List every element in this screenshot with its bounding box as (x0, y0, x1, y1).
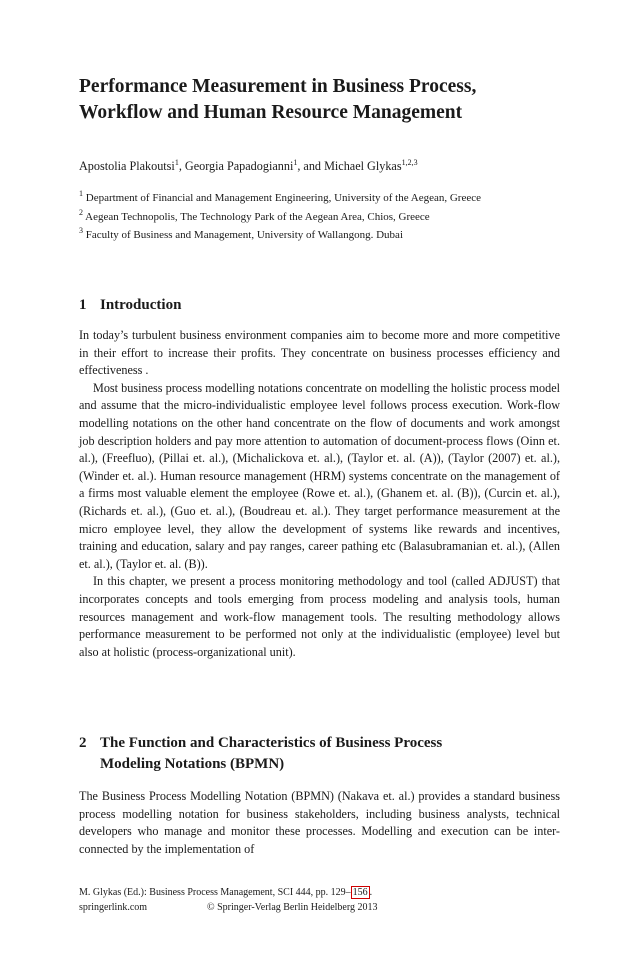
author-name: Apostolia Plakoutsi (79, 159, 175, 173)
section-2-heading (79, 733, 442, 775)
citation-line (79, 885, 378, 900)
author-affiliation-mark: 1 (174, 158, 179, 167)
section-title: The Function and Characteristics of Business Process (100, 735, 443, 751)
affiliation-text: Department of Financial and Management Engineering, University of the Aegean, Greece (83, 192, 481, 204)
page-footer (79, 885, 378, 915)
title-line-1: Performance Measurement in Business Process, (79, 76, 477, 97)
affiliation (79, 226, 403, 241)
affiliation-text: Faculty of Business and Management, University of Wallangong. Dubai (83, 229, 403, 241)
section-number: 2 (79, 735, 87, 751)
affiliation-text: Aegean Technopolis, The Technology Park of the Aegean Area, Chios, Greece (83, 211, 430, 223)
publisher-line (79, 900, 378, 915)
author-name: Michael Glykas (324, 159, 402, 173)
paragraph: The Business Process Modelling Notation (BPMN) (Nakava et. al.) provides a standard business process modelling notation for business stakeholders, including business analysts, technical developers who manage and monitor these processes. Modelling and execution can be inter-connected by the implementation of (79, 789, 560, 856)
affiliation-number: 2 (79, 208, 83, 217)
section-title: Introduction (100, 297, 182, 313)
title-line-2: Workflow and Human Resource Management (79, 102, 463, 123)
copyright-text: © Springer-Verlag Berlin Heidelberg 2013 (207, 902, 378, 913)
author-list (79, 159, 418, 174)
paragraph: In this chapter, we present a process monitoring methodology and tool (called ADJUST) that incorporates concepts and tools emerging from process modeling and analysis tools, human resources management and work-flow management tools. The resulting methodology allows performance measurement to be performed not only at the individualistic (employee) level but also at holistic (process-organizational unit). (79, 574, 560, 659)
citation-text: M. Glykas (Ed.): Business Process Management, SCI 444, pp. 129– (79, 887, 351, 898)
affiliation-number: 1 (79, 189, 83, 198)
paragraph: Most business process modelling notations concentrate on modelling the holistic process model and assume that the micro-individualistic employee level follows process execution. Work-flow modelling notations on the other hand concentrate on the flow of documents and work amongst job description holders and pay more attention to automation of document-process flows (Oinn et. al.), (Freefluo), (Pillai et. al.), (Michalickova et. al.), (Taylor et. al. (A)), (Taylor (2007) et. al.), (Winder et. al.). Human resource management (HRM) systems concentrate on the management of a firms most valuable element the employee (Rowe et. al.), (Ghanem et. al. (B)), (Curcin et. al.), (Richards et. al.), (Guo et. al.), (Boudreau et. al.). They target performance measurement at the micro employee level, they allow the development of systems like rewards and incentives, training and education, salary and pay ranges, career pathing etc (Balasubramanian et. al.), (Allen et. al.), (Taylor et. al. (B)). (79, 380, 560, 571)
site-text: springerlink.com (79, 902, 148, 913)
author-separator: , and (297, 159, 325, 173)
affiliation (79, 189, 481, 204)
page-range-link[interactable]: 156 (352, 887, 368, 898)
section-2-body (79, 788, 560, 858)
citation-period: . (369, 887, 373, 898)
paper-title (79, 74, 560, 126)
author-name: Georgia Papadogianni (184, 159, 294, 173)
author-affiliation-mark: 1,2,3 (401, 158, 418, 167)
affiliation (79, 208, 430, 223)
section-1-heading (79, 295, 181, 316)
author-affiliation-mark: 1 (293, 158, 298, 167)
author-separator: , (178, 159, 185, 173)
section-title-continued: Modeling Notations (BPMN) (100, 756, 285, 772)
section-1-body (79, 327, 560, 661)
affiliation-number: 3 (79, 226, 83, 235)
section-number: 1 (79, 297, 87, 313)
paragraph: In today’s turbulent business environment companies aim to become more and more competitive in their effort to increase their profits. They concentrate on business processes efficiency and effectiveness . (79, 328, 560, 378)
